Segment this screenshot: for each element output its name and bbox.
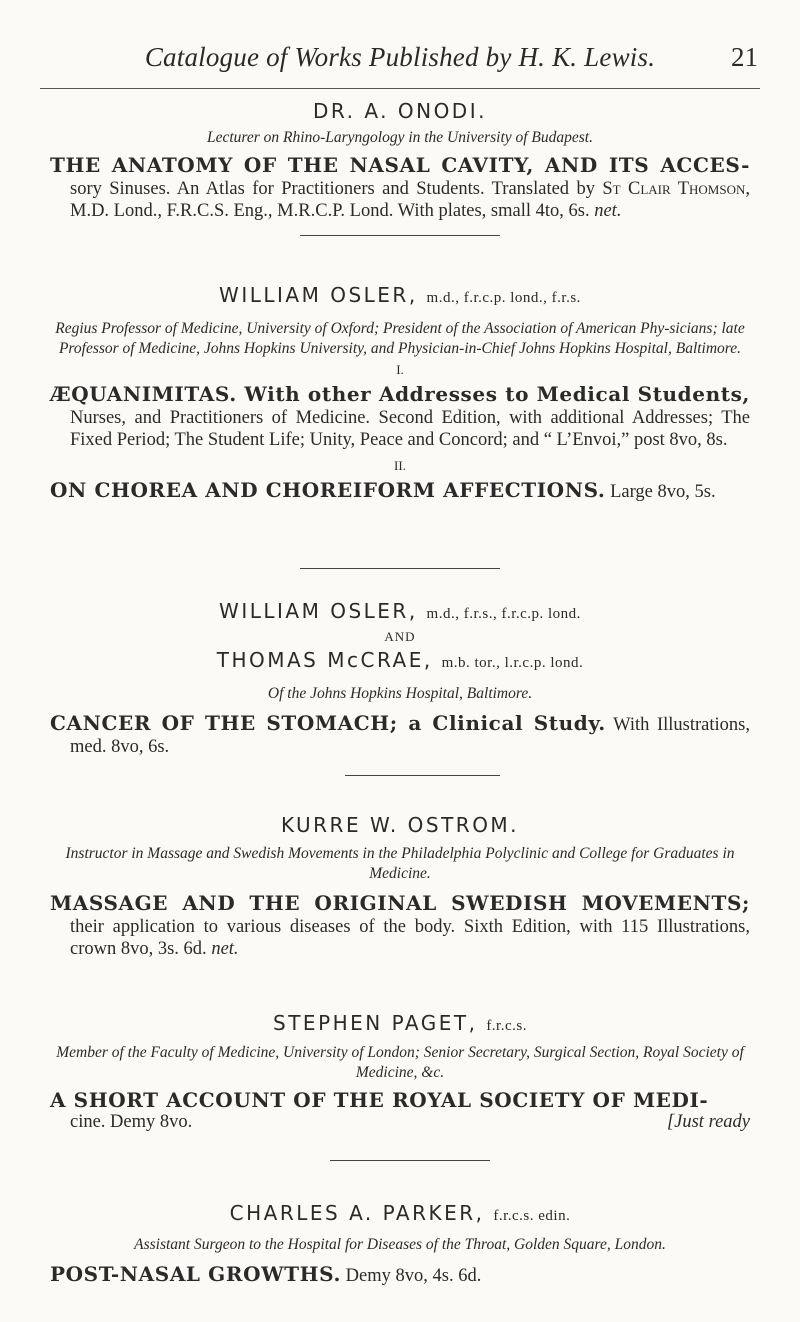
book-title: CANCER OF THE STOMACH; <box>50 711 398 735</box>
availability-status: [Just ready <box>666 1112 750 1132</box>
running-header <box>40 38 760 88</box>
book-description: Nurses, and Practitioners of Medicine. Second Edition, with additional Addresses; The Fixed Period; The Student Life; Unity, Peace and Concord; and “ L’Envoi,” post 8vo, 8s. <box>70 408 750 450</box>
author-credential: Member of the Faculty of Medicine, University of London; Senior Secretary, Surgical Section, Royal Society of Medicine, &c. <box>56 1044 744 1081</box>
book-listing <box>50 154 750 222</box>
book-description: their application to various diseases of the body. Sixth Edition, with 115 Illustrations, crown 8vo, 3s. 6d. <box>70 917 750 959</box>
coauthor-qualifications: m.b. tor., l.r.c.p. lond. <box>441 655 584 671</box>
entry-parker <box>50 1200 750 1287</box>
book-listing <box>50 712 750 758</box>
entry-onodi <box>50 98 750 222</box>
author-name: DR. A. ONODI. <box>313 99 487 123</box>
author-credential: Instructor in Massage and Swedish Movements in the Philadelphia Polyclinic and College for Graduates in Medicine. <box>65 845 735 882</box>
author-surname: STEPHEN PAGET, <box>273 1011 478 1035</box>
price-note: net. <box>211 939 239 959</box>
author-name <box>50 282 750 311</box>
author-qualifications: m.d., f.r.s., f.r.c.p. lond. <box>426 606 581 622</box>
coauthor-name <box>50 647 750 676</box>
book-listing <box>50 892 750 960</box>
book-title: ON CHOREA AND CHOREIFORM AFFECTIONS. <box>50 478 606 502</box>
page-title: Catalogue of Works Published by H. K. Lewis. <box>144 42 656 72</box>
author-name: KURRE W. OSTROM. <box>280 813 520 837</box>
entry-paget <box>50 1010 750 1133</box>
coauthor-surname: THOMAS McCRAE, <box>216 648 433 672</box>
price-note: net. <box>594 201 622 221</box>
entry-ostrom <box>50 812 750 960</box>
book-title: POST-NASAL GROWTHS. <box>50 1262 342 1286</box>
author-name <box>50 1010 750 1039</box>
book-listing <box>50 479 750 503</box>
book-subtitle: a Clinical Study. <box>397 711 606 735</box>
book-description: Large 8vo, 5s. <box>605 482 716 502</box>
entry-osler <box>50 282 750 503</box>
translator-name: St Clair Thomson <box>602 179 746 199</box>
author-surname: WILLIAM OSLER, <box>219 599 418 623</box>
book-subtitle: With other Addresses to Medical Students, <box>236 382 750 406</box>
book-description: Demy 8vo, 4s. 6d. <box>341 1266 482 1286</box>
author-credential: Of the Johns Hopkins Hospital, Baltimore. <box>267 685 533 702</box>
entry-osler-mccrae <box>50 598 750 758</box>
book-listing <box>50 1089 750 1133</box>
book-listing <box>50 1263 750 1287</box>
book-description: With Illustrations, med. 8vo, 6s. <box>70 715 750 757</box>
author-name <box>50 1200 750 1229</box>
page-number: 21 <box>731 42 758 72</box>
author-qualifications: f.r.c.s. edin. <box>493 1208 571 1224</box>
section-divider <box>345 775 500 776</box>
book-description-line <box>50 1111 750 1133</box>
book-title: A SHORT ACCOUNT OF THE ROYAL SOCIETY OF MEDI- <box>50 1088 709 1112</box>
author-surname: WILLIAM OSLER, <box>219 283 418 307</box>
author-qualifications: f.r.c.s. <box>486 1018 527 1034</box>
book-listing <box>50 383 750 451</box>
author-qualifications: m.d., f.r.c.p. lond., f.r.s. <box>426 290 581 306</box>
volume-numeral: I. <box>396 362 404 377</box>
book-title: MASSAGE AND THE ORIGINAL SWEDISH MOVEMENTS; <box>50 891 750 915</box>
section-divider <box>330 1160 490 1161</box>
author-surname: CHARLES A. PARKER, <box>229 1201 485 1225</box>
author-name <box>50 598 750 627</box>
book-title: ÆQUANIMITAS. <box>50 382 237 406</box>
section-divider <box>300 568 500 569</box>
book-description: sory Sinuses. An Atlas for Practitioners and Students. Translated by <box>70 179 603 199</box>
author-credential: Regius Professor of Medicine, University of Oxford; President of the Association of American Phy-sicians; late Professor of Medicine, Johns Hopkins University, and Physician-in-Chief Johns Hopkins Hospital, Baltimore. <box>55 320 745 357</box>
section-divider <box>300 235 500 236</box>
author-credential: Lecturer on Rhino-Laryngology in the University of Budapest. <box>206 129 593 146</box>
volume-numeral: II. <box>394 458 406 473</box>
author-credential: Assistant Surgeon to the Hospital for Diseases of the Throat, Golden Square, London. <box>134 1236 666 1253</box>
book-description: cine. Demy 8vo. <box>70 1112 193 1132</box>
book-title: THE ANATOMY OF THE NASAL CAVITY, AND ITS ACCES- <box>50 153 750 177</box>
book-description-cont: , M.D. Lond., F.R.C.S. Eng., M.R.C.P. Lond. With plates, small 4to, 6s. <box>70 179 750 221</box>
header-rule <box>40 88 760 89</box>
conjunction: AND <box>384 629 416 644</box>
